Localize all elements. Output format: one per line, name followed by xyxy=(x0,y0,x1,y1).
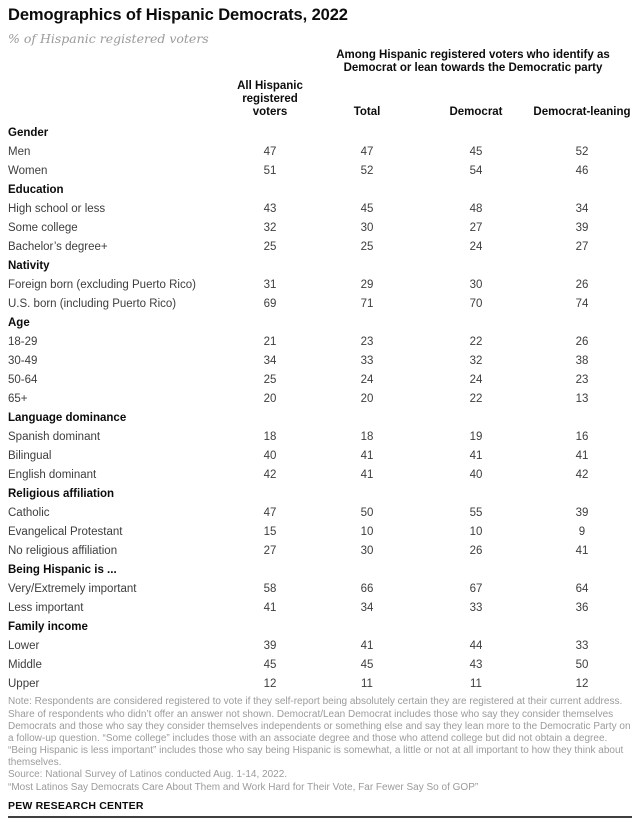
section-header: Nativity xyxy=(8,259,50,272)
section-header: Age xyxy=(8,316,30,329)
footer-notes xyxy=(8,696,632,794)
cell-value: 27 xyxy=(469,221,483,234)
cell-value: 10 xyxy=(360,525,374,538)
cell-value: 11 xyxy=(361,677,373,690)
row-label: Evangelical Protestant xyxy=(8,525,123,538)
cell-value: 45 xyxy=(360,658,374,671)
table-row xyxy=(8,332,632,351)
table-row xyxy=(8,389,632,408)
cell-value: 11 xyxy=(470,677,482,690)
row-label: 50-64 xyxy=(8,373,38,386)
cell-value: 41 xyxy=(575,449,589,462)
cell-value: 71 xyxy=(360,297,374,310)
row-label: Bachelor’s degree+ xyxy=(8,240,108,253)
section-header: Gender xyxy=(8,126,49,139)
page-subtitle: % of Hispanic registered voters xyxy=(8,30,209,46)
cell-value: 45 xyxy=(360,202,374,215)
cell-value: 46 xyxy=(575,164,589,177)
row-label: Bilingual xyxy=(8,449,52,462)
table-row xyxy=(8,446,632,465)
col-header-total: Total xyxy=(353,106,381,119)
row-label: Middle xyxy=(8,658,42,671)
cell-value: 51 xyxy=(263,164,277,177)
cell-value: 58 xyxy=(263,582,277,595)
cell-value: 64 xyxy=(575,582,589,595)
cell-value: 40 xyxy=(469,468,483,481)
cell-value: 10 xyxy=(469,525,483,538)
row-label: 65+ xyxy=(8,392,28,405)
cell-value: 25 xyxy=(360,240,374,253)
table-row xyxy=(8,522,632,541)
table-row xyxy=(8,294,632,313)
table-row xyxy=(8,237,632,256)
section-header-row xyxy=(8,256,632,275)
column-group-row xyxy=(8,49,632,76)
table-row xyxy=(8,370,632,389)
table-row xyxy=(8,465,632,484)
cell-value: 38 xyxy=(575,354,589,367)
table-row xyxy=(8,655,632,674)
cell-value: 26 xyxy=(469,544,483,557)
cell-value: 26 xyxy=(575,335,589,348)
table-row xyxy=(8,636,632,655)
cell-value: 26 xyxy=(575,278,589,291)
cell-value: 67 xyxy=(469,582,483,595)
column-group-header: Among Hispanic registered voters who identify as Democrat or lean towards the Democratic party xyxy=(336,48,610,75)
section-header-row xyxy=(8,180,632,199)
cell-value: 21 xyxy=(263,335,277,348)
cell-value: 44 xyxy=(469,639,483,652)
cell-value: 22 xyxy=(469,392,483,405)
row-label: Some college xyxy=(8,221,78,234)
cell-value: 24 xyxy=(469,240,483,253)
cell-value: 30 xyxy=(360,221,374,234)
cell-value: 43 xyxy=(263,202,277,215)
cell-value: 52 xyxy=(360,164,374,177)
table-row xyxy=(8,275,632,294)
cell-value: 47 xyxy=(263,145,277,158)
table-row xyxy=(8,218,632,237)
section-header-row xyxy=(8,560,632,579)
cell-value: 69 xyxy=(263,297,277,310)
table-row xyxy=(8,351,632,370)
cell-value: 45 xyxy=(469,145,483,158)
page-title: Demographics of Hispanic Democrats, 2022 xyxy=(8,6,348,24)
cell-value: 41 xyxy=(469,449,483,462)
section-header-row xyxy=(8,123,632,142)
cell-value: 22 xyxy=(469,335,483,348)
row-label: Spanish dominant xyxy=(8,430,101,443)
footer-note: Note: Respondents are considered registered to vote if they self-report being absolutely certain they are registered at their current address. Share of respondents who didn’t offer an answer not shown. Democrat/Lean Democrat includes those who say they consider themselves Democrats and those who say they consider themselves independents or something else and say they lean more to the Democratic Party on a follow-up question. “Some college” includes those with an associate degree and those who attend college but did not obtain a degree. “Being Hispanic is less important” includes those who say being Hispanic is somewhat, a little or not at all important to how they think about themselves. xyxy=(8,696,631,769)
cell-value: 31 xyxy=(263,278,277,291)
cell-value: 30 xyxy=(360,544,374,557)
section-header-row xyxy=(8,408,632,427)
cell-value: 34 xyxy=(575,202,589,215)
table-row xyxy=(8,579,632,598)
section-header-row xyxy=(8,313,632,332)
row-label: Less important xyxy=(8,601,84,614)
cell-value: 24 xyxy=(469,373,483,386)
cell-value: 23 xyxy=(575,373,589,386)
section-header-row xyxy=(8,484,632,503)
cell-value: 15 xyxy=(263,525,277,538)
cell-value: 18 xyxy=(263,430,277,443)
cell-value: 25 xyxy=(263,373,277,386)
row-label: U.S. born (including Puerto Rico) xyxy=(8,297,177,310)
cell-value: 47 xyxy=(360,145,374,158)
row-label: 30-49 xyxy=(8,354,38,367)
cell-value: 29 xyxy=(360,278,374,291)
cell-value: 18 xyxy=(360,430,374,443)
row-label: High school or less xyxy=(8,202,106,215)
row-label: No religious affiliation xyxy=(8,544,118,557)
table-row xyxy=(8,503,632,522)
brand-pew-research-center: PEW RESEARCH CENTER xyxy=(8,800,632,818)
cell-value: 16 xyxy=(575,430,589,443)
cell-value: 52 xyxy=(575,145,589,158)
cell-value: 70 xyxy=(469,297,483,310)
row-label: Very/Extremely important xyxy=(8,582,137,595)
cell-value: 30 xyxy=(469,278,483,291)
section-header: Being Hispanic is ... xyxy=(8,563,117,576)
table-row xyxy=(8,598,632,617)
cell-value: 50 xyxy=(360,506,374,519)
row-label: English dominant xyxy=(8,468,97,481)
section-header: Family income xyxy=(8,620,88,633)
table-row xyxy=(8,161,632,180)
cell-value: 45 xyxy=(263,658,277,671)
cell-value: 40 xyxy=(263,449,277,462)
section-header-row xyxy=(8,617,632,636)
row-label: Upper xyxy=(8,677,40,690)
table-header xyxy=(8,49,632,121)
cell-value: 41 xyxy=(360,449,374,462)
cell-value: 41 xyxy=(575,544,589,557)
row-label: 18-29 xyxy=(8,335,38,348)
cell-value: 66 xyxy=(360,582,374,595)
cell-value: 19 xyxy=(469,430,483,443)
col-header-democrat: Democrat xyxy=(449,106,503,119)
cell-value: 33 xyxy=(575,639,589,652)
section-header: Education xyxy=(8,183,64,196)
cell-value: 43 xyxy=(469,658,483,671)
cell-value: 34 xyxy=(360,601,374,614)
cell-value: 33 xyxy=(469,601,483,614)
section-header: Language dominance xyxy=(8,411,127,424)
cell-value: 47 xyxy=(263,506,277,519)
table-row xyxy=(8,541,632,560)
cell-value: 39 xyxy=(263,639,277,652)
col-header-all-hispanic: All Hispanic registered voters xyxy=(237,79,303,119)
cell-value: 24 xyxy=(360,373,374,386)
demographics-table xyxy=(8,49,632,694)
row-label: Lower xyxy=(8,639,40,652)
cell-value: 54 xyxy=(469,164,483,177)
cell-value: 12 xyxy=(575,677,589,690)
cell-value: 50 xyxy=(575,658,589,671)
table-body xyxy=(8,123,632,693)
cell-value: 74 xyxy=(575,297,589,310)
cell-value: 32 xyxy=(469,354,483,367)
row-label: Men xyxy=(8,145,31,158)
cell-value: 13 xyxy=(575,392,589,405)
footer-source: Source: National Survey of Latinos conducted Aug. 1-14, 2022. xyxy=(8,769,288,781)
cell-value: 25 xyxy=(263,240,277,253)
row-label: Women xyxy=(8,164,48,177)
cell-value: 34 xyxy=(263,354,277,367)
cell-value: 42 xyxy=(263,468,277,481)
cell-value: 41 xyxy=(360,468,374,481)
cell-value: 27 xyxy=(263,544,277,557)
cell-value: 36 xyxy=(575,601,589,614)
col-header-democrat-leaning: Democrat-leaning xyxy=(533,106,631,119)
cell-value: 48 xyxy=(469,202,483,215)
row-label: Catholic xyxy=(8,506,50,519)
cell-value: 42 xyxy=(575,468,589,481)
cell-value: 20 xyxy=(360,392,374,405)
cell-value: 20 xyxy=(263,392,277,405)
column-headers-row xyxy=(8,80,632,121)
cell-value: 41 xyxy=(360,639,374,652)
cell-value: 39 xyxy=(575,221,589,234)
cell-value: 55 xyxy=(469,506,483,519)
cell-value: 27 xyxy=(575,240,589,253)
footer-report-title: “Most Latinos Say Democrats Care About Them and Work Hard for Their Vote, Far Fewer Say So of GOP” xyxy=(8,781,479,793)
cell-value: 33 xyxy=(360,354,374,367)
cell-value: 12 xyxy=(263,677,277,690)
cell-value: 9 xyxy=(578,525,586,538)
cell-value: 41 xyxy=(263,601,277,614)
table-row xyxy=(8,427,632,446)
table-row xyxy=(8,674,632,693)
row-label: Foreign born (excluding Puerto Rico) xyxy=(8,278,196,291)
section-header: Religious affiliation xyxy=(8,487,115,500)
cell-value: 23 xyxy=(360,335,374,348)
cell-value: 32 xyxy=(263,221,277,234)
table-row xyxy=(8,199,632,218)
table-row xyxy=(8,142,632,161)
cell-value: 39 xyxy=(575,506,589,519)
